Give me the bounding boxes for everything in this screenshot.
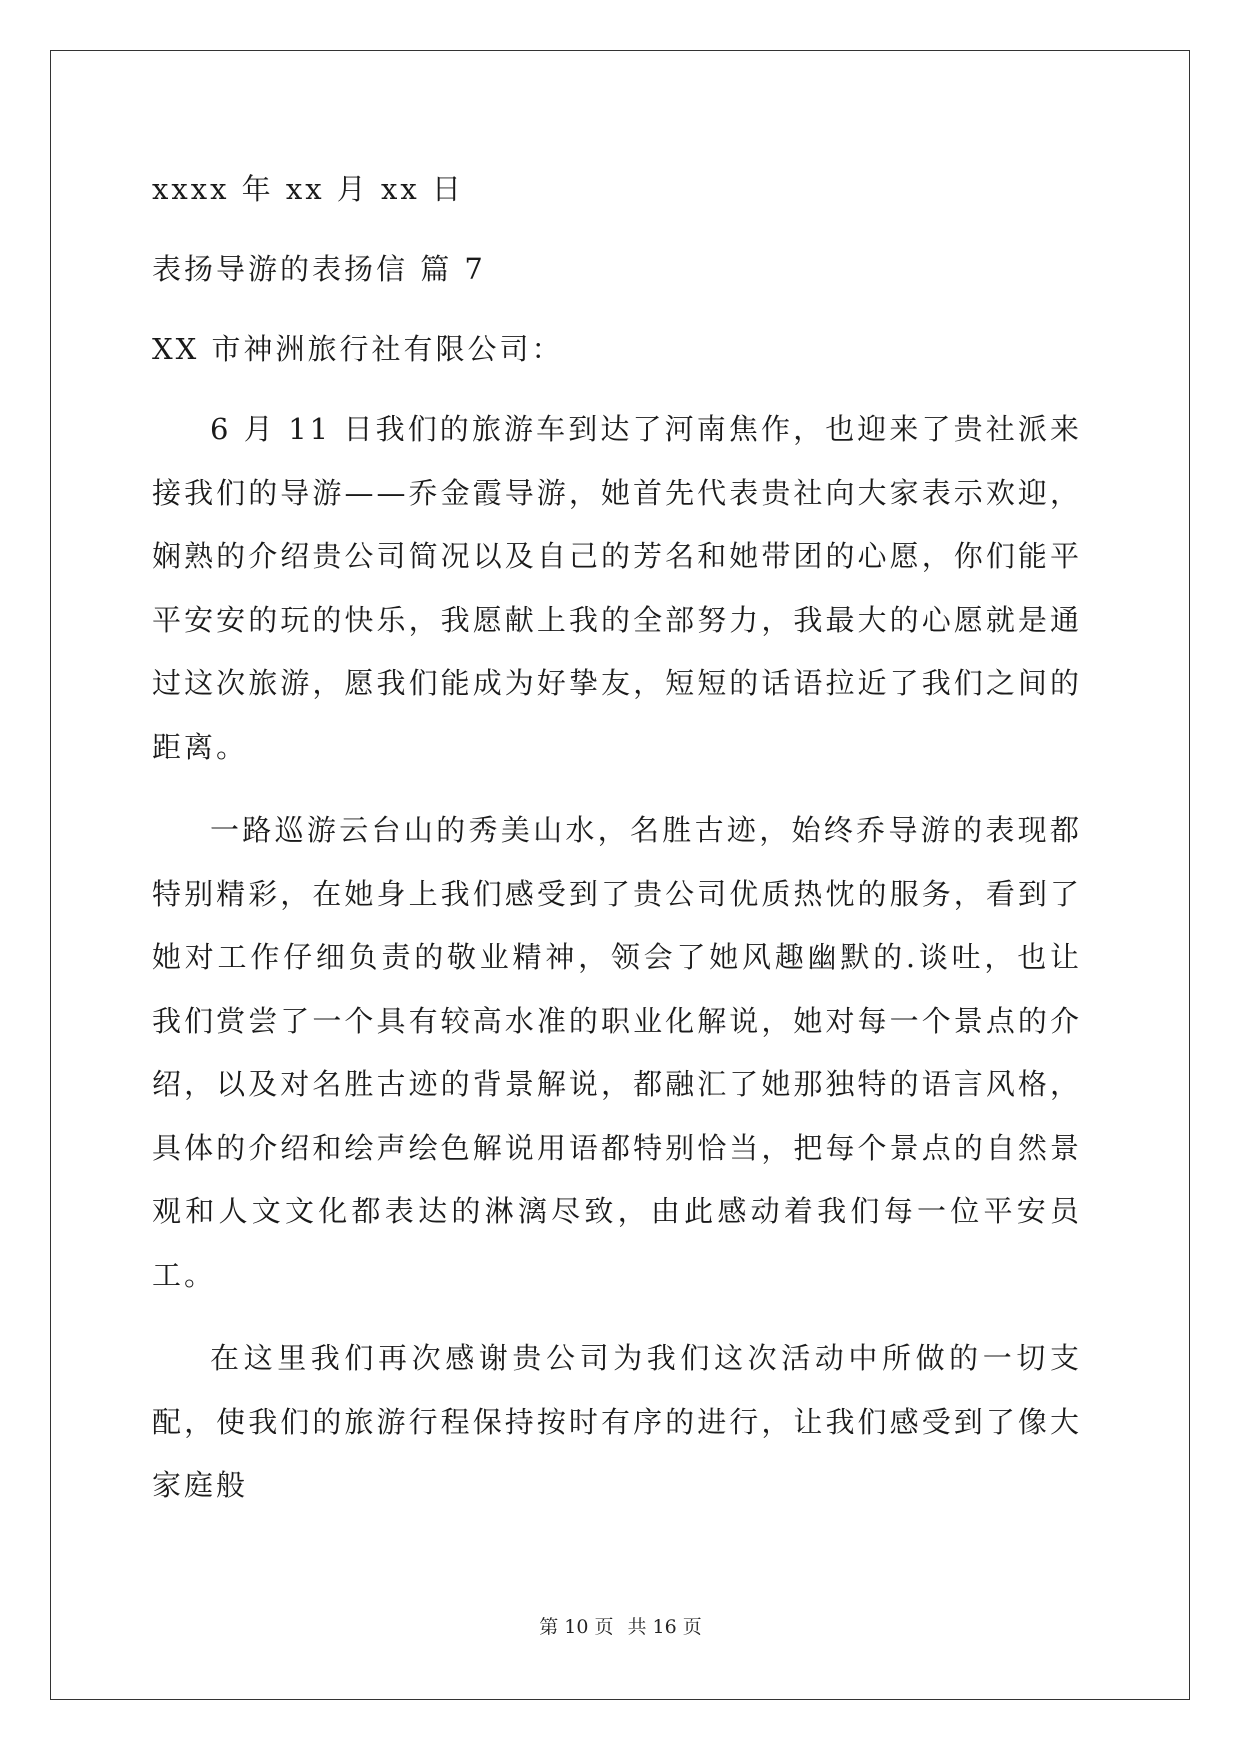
- current-page-number: 第 10 页: [539, 1616, 614, 1638]
- page-footer: [0, 1612, 1241, 1639]
- document-title: 表扬导游的表扬信 篇 7: [152, 252, 486, 286]
- total-pages: 共 16 页: [627, 1616, 702, 1638]
- date-line: xxxx 年 xx 月 xx 日: [152, 172, 464, 206]
- salutation: XX 市神洲旅行社有限公司：: [152, 332, 564, 366]
- paragraph-3: 在这里我们再次感谢贵公司为我们这次活动中所做的一切支配，使我们的旅游行程保持按时有序的进行，让我们感受到了像大家庭般: [152, 1341, 1082, 1502]
- document-body: [152, 160, 1082, 1518]
- paragraph-1: 6 月 11 日我们的旅游车到达了河南焦作，也迎来了贵社派来接我们的导游——乔金霞导游，她首先代表贵社向大家表示欢迎，娴熟的介绍贵公司简况以及自己的芳名和她带团的心愿，你们能平平安安的玩的快乐，我愿献上我的全部努力，我最大的心愿就是通过这次旅游，愿我们能成为好挚友，短短的话语拉近了我们之间的距离。: [152, 412, 1082, 764]
- paragraph-2: 一路巡游云台山的秀美山水，名胜古迹，始终乔导游的表现都特别精彩，在她身上我们感受到了贵公司优质热忱的服务，看到了她对工作仔细负责的敬业精神，领会了她风趣幽默的.谈吐，也让我们赏尝了一个具有较高水准的职业化解说，她对每一个景点的介绍，以及对名胜古迹的背景解说，都融汇了她那独特的语言风格，具体的介绍和绘声绘色解说用语都特别恰当，把每个景点的自然景观和人文文化都表达的淋漓尽致，由此感动着我们每一位平安员工。: [152, 813, 1082, 1292]
